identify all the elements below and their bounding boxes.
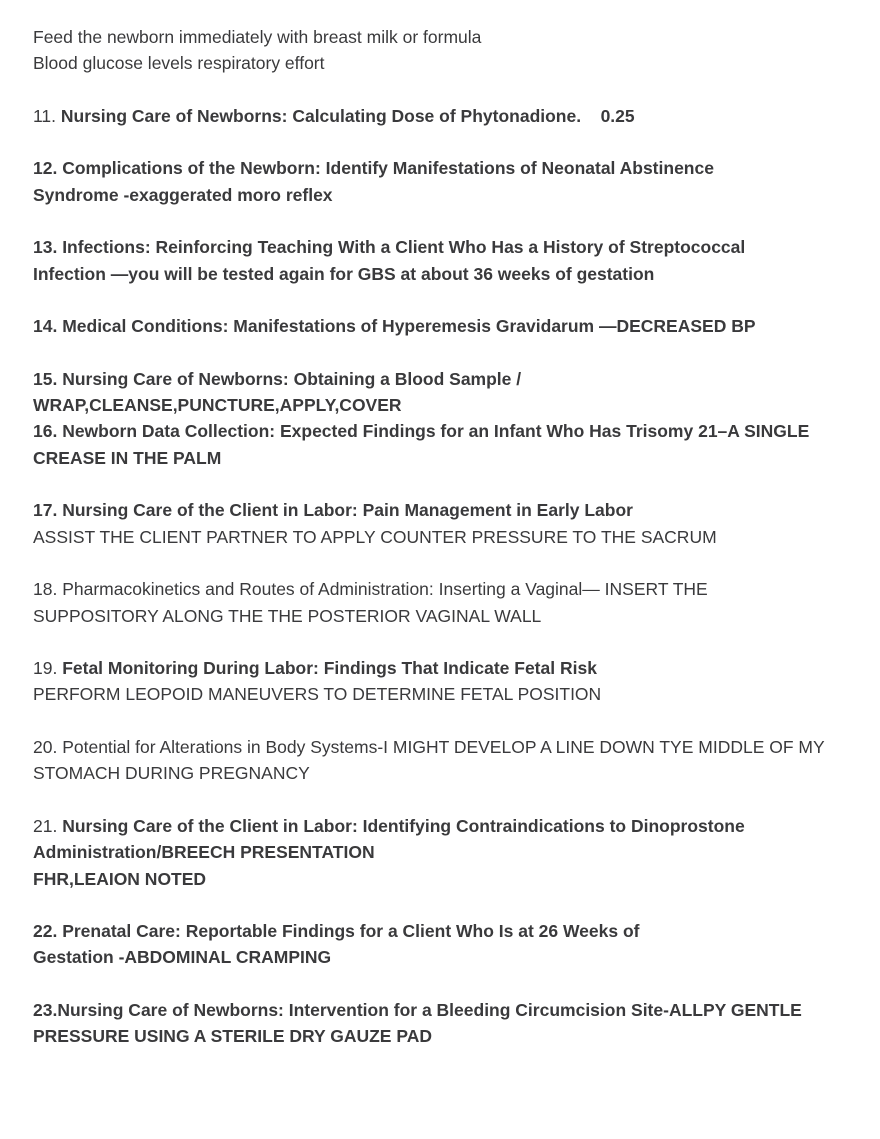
item-19-answer: PERFORM LEOPOID MANEUVERS TO DETERMINE FETAL POSITION bbox=[33, 684, 602, 705]
spacer bbox=[33, 550, 853, 576]
item-14-line-1: 14. Medical Conditions: Manifestations of Hyperemesis Gravidarum —DECREASED BP bbox=[33, 316, 756, 337]
item-20-line-1: 20. Potential for Alterations in Body Systems-I MIGHT DEVELOP A LINE DOWN TYE MIDDLE OF MY bbox=[33, 737, 825, 758]
item-11 bbox=[33, 103, 853, 129]
item-17-answer: ASSIST THE CLIENT PARTNER TO APPLY COUNTER PRESSURE TO THE SACRUM bbox=[33, 526, 717, 547]
spacer bbox=[33, 629, 853, 655]
item-22-line-2: Gestation -ABDOMINAL CRAMPING bbox=[33, 947, 332, 968]
item-22-line-1: 22. Prenatal Care: Reportable Findings for a Client Who Is at 26 Weeks of bbox=[33, 921, 640, 942]
spacer bbox=[33, 787, 853, 813]
spacer bbox=[33, 340, 853, 366]
item-21-line-3: FHR,LEAION NOTED bbox=[33, 868, 207, 889]
spacer bbox=[33, 708, 853, 734]
document-body bbox=[33, 24, 853, 1050]
spacer bbox=[33, 77, 853, 103]
intro-line-2: Blood glucose levels respiratory effort bbox=[33, 53, 325, 74]
intro-line-1: Feed the newborn immediately with breast milk or formula bbox=[33, 27, 482, 47]
item-19-number: 19. bbox=[33, 658, 58, 679]
item-11-number: 11. bbox=[33, 105, 57, 126]
item-15-line-1: 15. Nursing Care of Newborns: Obtaining a Blood Sample / bbox=[33, 368, 522, 389]
item-17-title: 17. Nursing Care of the Client in Labor: Pain Management in Early Labor bbox=[33, 500, 633, 521]
item-15-line-2: WRAP,CLEANSE,PUNCTURE,APPLY,COVER bbox=[33, 395, 402, 416]
item-19 bbox=[33, 655, 853, 681]
item-12-line-2: Syndrome -exaggerated moro reflex bbox=[33, 184, 333, 205]
item-13-line-2: Infection —you will be tested again for GBS at about 36 weeks of gestation bbox=[33, 263, 655, 284]
item-23-line-2: PRESSURE USING A STERILE DRY GAUZE PAD bbox=[33, 1026, 432, 1047]
item-13-line-1: 13. Infections: Reinforcing Teaching With a Client Who Has a History of Streptococcal bbox=[33, 237, 746, 258]
spacer bbox=[33, 971, 853, 997]
item-16-line-1: 16. Newborn Data Collection: Expected Findings for an Infant Who Has Trisomy 21–A SINGLE bbox=[33, 421, 810, 442]
spacer bbox=[33, 287, 853, 313]
spacer bbox=[33, 471, 853, 497]
item-11-title: Nursing Care of Newborns: Calculating Dose of Phytonadione. bbox=[60, 105, 582, 126]
item-20-line-2: STOMACH DURING PREGNANCY bbox=[33, 763, 310, 784]
spacer bbox=[33, 208, 853, 234]
item-23-line-1: 23.Nursing Care of Newborns: Intervention for a Bleeding Circumcision Site-ALLPY GENTLE bbox=[33, 999, 802, 1020]
spacer bbox=[33, 892, 853, 918]
item-21 bbox=[33, 813, 853, 839]
item-12-line-1: 12. Complications of the Newborn: Identify Manifestations of Neonatal Abstinence bbox=[33, 158, 714, 179]
item-19-title: Fetal Monitoring During Labor: Findings That Indicate Fetal Risk bbox=[62, 658, 597, 679]
item-18-line-2: SUPPOSITORY ALONG THE THE POSTERIOR VAGINAL WALL bbox=[33, 605, 542, 626]
item-21-line-2: Administration/BREECH PRESENTATION bbox=[33, 842, 375, 863]
item-16-line-2: CREASE IN THE PALM bbox=[33, 447, 222, 468]
item-18-line-1: 18. Pharmacokinetics and Routes of Administration: Inserting a Vaginal— INSERT THE bbox=[33, 579, 708, 600]
item-21-title: Nursing Care of the Client in Labor: Identifying Contraindications to Dinoprostone bbox=[62, 815, 745, 836]
spacer bbox=[33, 129, 853, 155]
item-11-answer: 0.25 bbox=[600, 105, 635, 126]
item-21-number: 21. bbox=[33, 815, 58, 836]
